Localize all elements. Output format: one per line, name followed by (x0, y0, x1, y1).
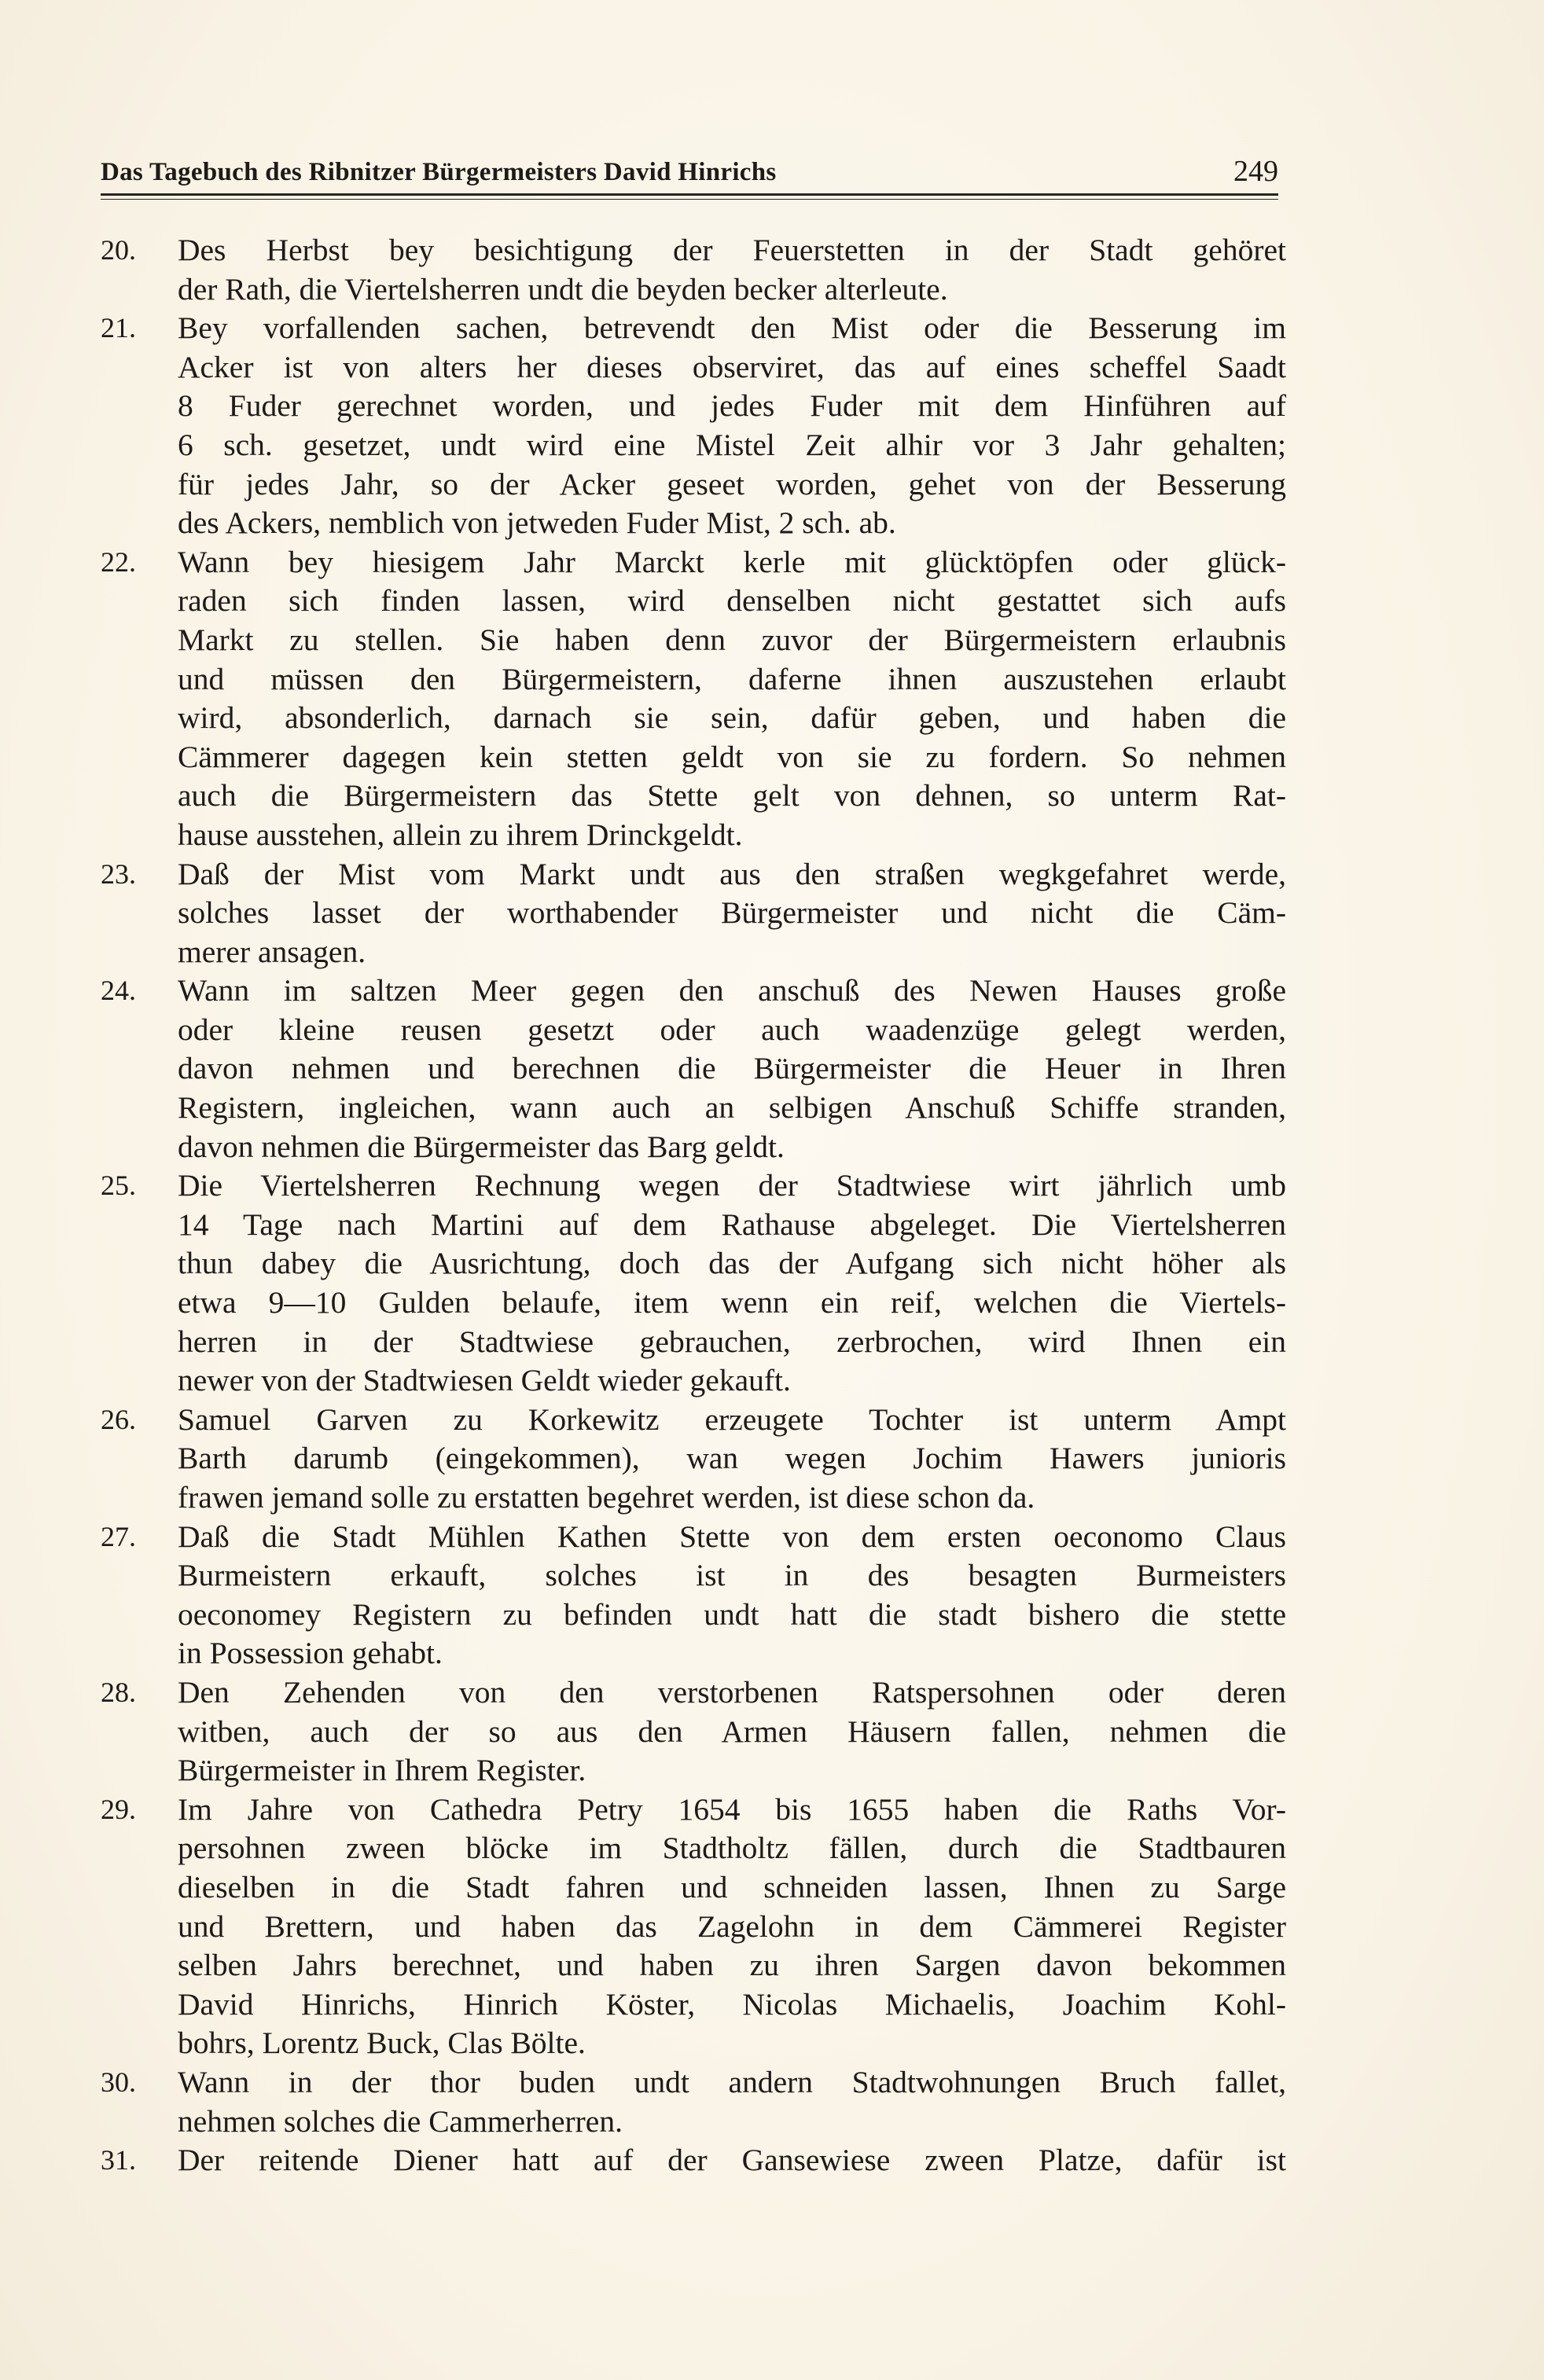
text-line: Wann im saltzen Meer gegen den anschuß des Newen Hauses große (178, 973, 1286, 1008)
entry-text (178, 231, 1286, 309)
text-line: Markt zu stellen. Sie haben denn zuvor der Bürgermeistern erlaubnis (178, 622, 1286, 657)
entry-number: 31. (101, 2144, 136, 2176)
text-line: auch die Bürgermeistern das Stette gelt von dehnen, so unterm Rat- (178, 778, 1286, 814)
text-line: Barth darumb (eingekommen), wan wegen Jochim Hawers junioris (178, 1441, 1286, 1476)
text-line: Der reitende Diener hatt auf der Gansewiese zween Platze, dafür ist (178, 2143, 1286, 2178)
text-line: raden sich finden lassen, wird denselben nicht gestattet sich aufs (178, 583, 1286, 619)
text-line: oder kleine reusen gesetzt oder auch waadenzüge gelegt werden, (178, 1012, 1286, 1047)
text-line: newer von der Stadtwiesen Geldt wieder gekauft. (178, 1363, 791, 1398)
entries-list (101, 231, 1286, 2180)
text-line: Bürgermeister in Ihrem Register. (178, 1753, 586, 1788)
entry-text (178, 2141, 1286, 2180)
text-line: bohrs, Lorentz Buck, Clas Bölte. (178, 2026, 586, 2061)
page-header (101, 148, 1278, 195)
text-line: und Brettern, und haben das Zagelohn in dem Cämmerei Register (178, 1908, 1286, 1944)
entry-number: 23. (101, 858, 136, 890)
text-line: oeconomey Registern zu befinden undt hatt die stadt bishero die stette (178, 1596, 1286, 1632)
entry-number: 25. (101, 1170, 136, 1202)
text-line: etwa 9—10 Gulden belaufe, item wenn ein reif, welchen die Viertels- (178, 1285, 1286, 1320)
text-line: wird, absonderlich, darnach sie sein, dafür geben, und haben die (178, 700, 1286, 736)
text-line: Wann in der thor buden undt andern Stadtwohnungen Bruch fallet, (178, 2064, 1286, 2099)
text-line: 8 Fuder gerechnet worden, und jedes Fuder mit dem Hinführen auf (178, 388, 1286, 424)
page-number: 249 (1233, 155, 1278, 188)
entry-24 (101, 971, 1286, 1166)
entry-text (178, 1166, 1286, 1401)
text-line: Acker ist von alters her dieses observiret, das auf eines scheffel Saadt (178, 349, 1286, 384)
text-line: thun dabey die Ausrichtung, doch das der Aufgang sich nicht höher als (178, 1246, 1286, 1281)
text-line: Samuel Garven zu Korkewitz erzeugete Tochter ist unterm Ampt (178, 1401, 1286, 1437)
text-line: Die Viertelsherren Rechnung wegen der Stadtwiese wirt jährlich umb (178, 1168, 1286, 1203)
entry-number: 27. (101, 1520, 136, 1552)
text-line: 6 sch. gesetzet, undt wird eine Mistel Zeit alhir vor 3 Jahr gehalten; (178, 427, 1286, 462)
text-line: Daß der Mist vom Markt undt aus den straßen wegkgefahret werde, (178, 856, 1286, 891)
entry-text (178, 543, 1286, 855)
text-line: Des Herbst bey besichtigung der Feuerstetten in der Stadt gehöret (178, 233, 1286, 267)
text-line: in Possession gehabt. (178, 1636, 443, 1671)
entry-text (178, 971, 1286, 1166)
text-line: nehmen solches die Cammerherren. (178, 2103, 623, 2139)
entry-26 (101, 1401, 1286, 1518)
entry-27 (101, 1518, 1286, 1673)
text-line: Wann bey hiesigem Jahr Marckt kerle mit glücktöpfen oder glück- (178, 544, 1286, 579)
text-line: für jedes Jahr, so der Acker geseet worden, gehet von der Besserung (178, 466, 1286, 501)
text-line: davon nehmen und berechnen die Bürgermeister die Heuer in Ihren (178, 1051, 1286, 1086)
entry-29 (101, 1791, 1286, 2063)
entry-text (178, 309, 1286, 543)
entry-text (178, 1518, 1286, 1673)
entry-21 (101, 309, 1286, 543)
text-line: Registern, ingleichen, wann auch an selbigen Anschuß Schiffe stranden, (178, 1090, 1286, 1126)
header-rule (101, 193, 1278, 196)
entry-number: 29. (101, 1793, 136, 1825)
text-line: herren in der Stadtwiese gebrauchen, zerbrochen, wird Ihnen ein (178, 1324, 1286, 1359)
text-line: der Rath, die Viertelsherren undt die beyden becker alterleute. (178, 271, 948, 307)
text-line: merer ansagen. (178, 934, 366, 969)
entry-25 (101, 1166, 1286, 1401)
text-line: und müssen den Bürgermeistern, daferne ihnen auszustehen erlaubt (178, 661, 1286, 696)
entry-31 (101, 2141, 1286, 2180)
text-line: Burmeistern erkauft, solches ist in des besagten Burmeisters (178, 1558, 1286, 1593)
text-line: Im Jahre von Cathedra Petry 1654 bis 1655 haben die Raths Vor- (178, 1791, 1286, 1827)
entry-22 (101, 543, 1286, 855)
entry-text (178, 1673, 1286, 1791)
entry-number: 26. (101, 1403, 136, 1435)
text-line: hause ausstehen, allein zu ihrem Drinckgeldt. (178, 817, 743, 852)
text-line: solches lasset der worthabender Bürgermeister und nicht die Cäm- (178, 895, 1286, 931)
text-line: Den Zehenden von den verstorbenen Ratspersohnen oder deren (178, 1674, 1286, 1710)
header-rule-thin (101, 199, 1278, 200)
text-line: 14 Tage nach Martini auf dem Rathause abgeleget. Die Viertelsherren (178, 1207, 1286, 1242)
text-line: Daß die Stadt Mühlen Kathen Stette von dem ersten oeconomo Claus (178, 1519, 1286, 1554)
text-line: Cämmerer dagegen kein stetten geldt von sie zu fordern. So nehmen (178, 739, 1286, 774)
entry-30 (101, 2063, 1286, 2141)
entry-number: 20. (101, 234, 136, 266)
text-line: David Hinrichs, Hinrich Köster, Nicolas Michaelis, Joachim Kohl- (178, 1986, 1286, 2022)
text-line: dieselben in die Stadt fahren und schneiden lassen, Ihnen zu Sarge (178, 1869, 1286, 1904)
entry-23 (101, 855, 1286, 972)
entry-number: 21. (101, 312, 136, 344)
entry-28 (101, 1673, 1286, 1791)
entry-text (178, 855, 1286, 972)
text-line: frawen jemand solle zu erstatten begehret werden, ist diese schon da. (178, 1480, 1035, 1515)
entry-number: 22. (101, 545, 136, 578)
entry-20 (101, 231, 1286, 309)
entry-number: 30. (101, 2066, 136, 2098)
text-line: des Ackers, nemblich von jetweden Fuder Mist, 2 sch. ab. (178, 505, 896, 541)
running-title: Das Tagebuch des Ribnitzer Bürgermeisters David Hinrichs (101, 158, 777, 186)
text-line: Bey vorfallenden sachen, betrevendt den Mist oder die Besserung im (178, 310, 1286, 346)
text-line: witben, auch der so aus den Armen Häusern fallen, nehmen die (178, 1713, 1286, 1749)
text-line: selben Jahrs berechnet, und haben zu ihren Sargen davon bekommen (178, 1948, 1286, 1983)
entry-text (178, 1401, 1286, 1518)
entry-text (178, 2063, 1286, 2141)
entry-number: 28. (101, 1676, 136, 1708)
text-line: persohnen zween blöcke im Stadtholtz fällen, durch die Stadtbauren (178, 1831, 1286, 1866)
entry-text (178, 1791, 1286, 2063)
entry-number: 24. (101, 975, 136, 1007)
text-line: davon nehmen die Bürgermeister das Barg geldt. (178, 1129, 785, 1164)
